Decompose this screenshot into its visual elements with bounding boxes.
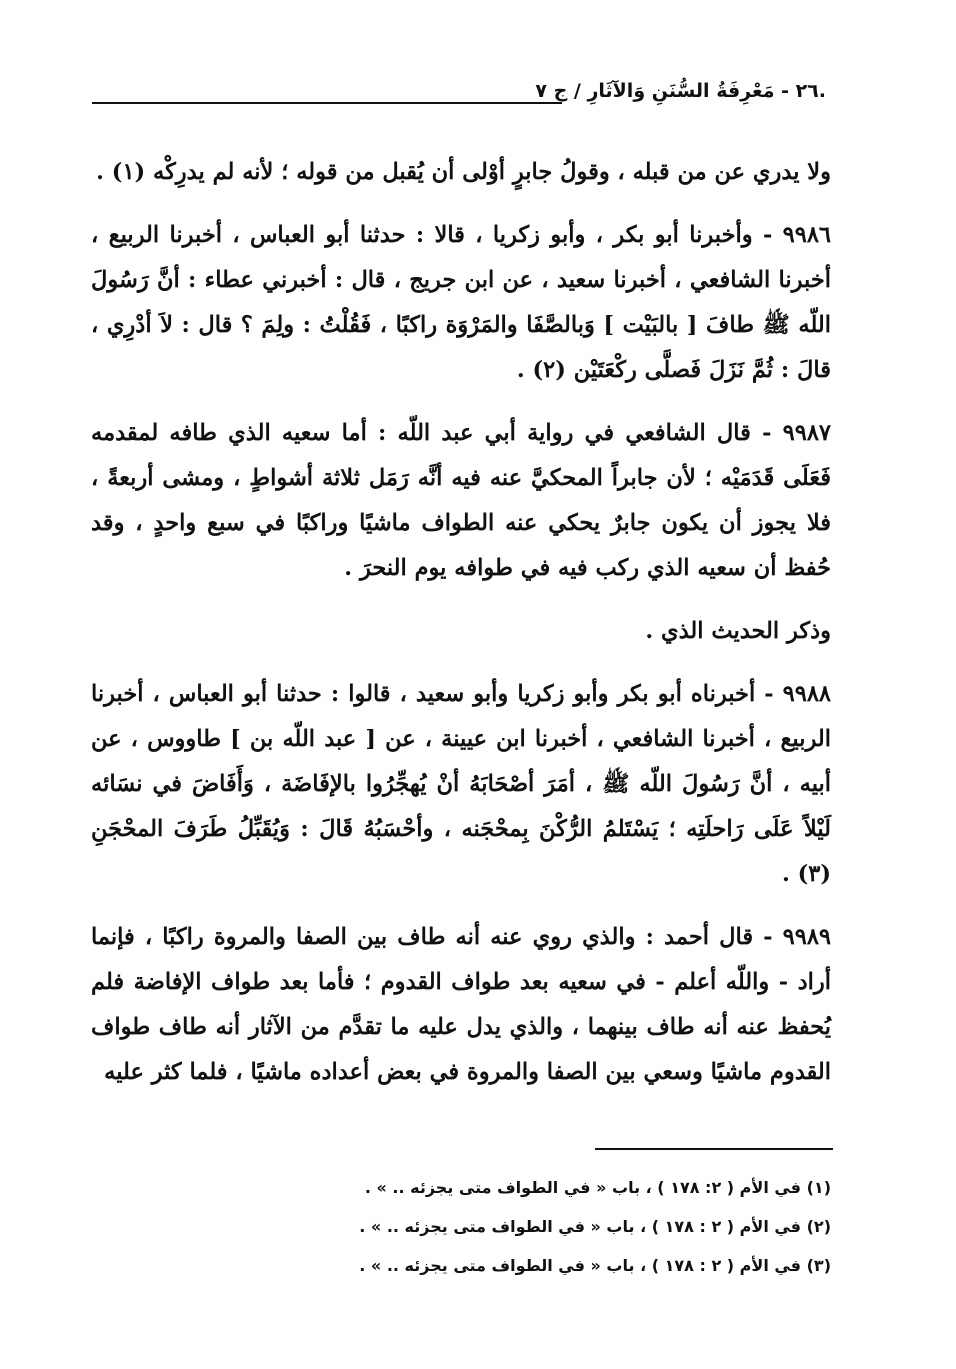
hadith-paragraph — [91, 672, 831, 897]
hadith-paragraph — [91, 213, 831, 393]
paragraph-text: وذكر الحديث الذي . — [645, 618, 831, 644]
running-header: .٢٦ - مَعْرِفَةُ السُّنَنِ وَالآثَارِ / ج ٧ — [535, 80, 826, 102]
paragraph-text: - قال أحمد : والذي روي عنه أنه طاف بين الصفا والمروة راكبًا ، فإنما أراد - واللّه أعلم - في سعيه بعد طواف القدوم ؛ فأما بعد طواف الإفاضة فلم يُحفظ عنه أنه طاف بينهما ، والذي يدل عليه ما تقدَّم من الآثار أنه طاف طواف القدوم ماشيًا وسعي بين الصفا والمروة في بعض أعداده ماشيًا ، فلما كثر عليه — [91, 924, 831, 1085]
paragraph-continuation — [91, 150, 831, 195]
hadith-number: ٩٩٨٧ — [782, 420, 831, 446]
main-text — [91, 150, 831, 1113]
footnote-3: (٣) في الأم ( ٢ : ١٧٨ ) ، باب « في الطواف متى يجزئه .. » . — [359, 1256, 831, 1275]
hadith-number: ٩٩٨٦ — [782, 222, 831, 248]
header-rule — [92, 102, 562, 104]
footnote-1: (١) في الأم ( ٢: ١٧٨ ) ، باب « في الطواف متى يجزئه .. » . — [364, 1178, 831, 1197]
footnote-2: (٢) في الأم ( ٢ : ١٧٨ ) ، باب « في الطواف متى يجزئه .. » . — [359, 1217, 831, 1236]
paragraph-text: - قال الشافعي في رواية أبي عبد اللّه : أما سعيه الذي طافه لمقدمه فَعَلَى قَدَمَيْه ؛ لأن جابراً المحكيَّ عنه فيه أنَّه رَمَل ثلاثة أشواطٍ ، ومشى أربعةً ، فلا يجوز أن يكون جابرٌ يحكي عنه الطواف ماشيًا وراكبًا في سبع واحدٍ ، وقد حُفظ أن سعيه الذي ركب فيه في طوافه يوم النحرَ . — [91, 420, 831, 581]
footnote-rule — [595, 1148, 833, 1150]
footnotes — [131, 1168, 831, 1285]
paragraph-text: - أخبرناه أبو بكر وأبو زكريا وأبو سعيد ، قالوا : حدثنا أبو العباس ، أخبرنا الربيع ، أخبرنا الشافعي ، أخبرنا ابن عيينة ، عن [ عبد اللّه بن ] طاووس ، عن أبيه ، أنَّ رَسُولَ اللّه ﷺ ، أمَرَ أصْحَابَهُ أنْ يُهجِّرُوا بالإفَاضَة ، وَأَفَاضَ في نسَائه لَيْلاً عَلَى رَاحلَتِه ؛ يَسْتَلمُ الرُّكْنَ بِمحْجَنه ، وأحْسَبُهُ قَالَ : وَيُقَبِّلُ طَرَفَ المحْجَنِ (٣) . — [91, 681, 831, 887]
hadith-paragraph — [91, 915, 831, 1095]
paragraph-text: ولا يدري عن من قبله ، وقولُ جابرٍ أوْلى أن يُقبل من قوله ؛ لأنه لم يدرِكْه (١) . — [96, 159, 831, 185]
hadith-number: ٩٩٨٩ — [782, 924, 831, 950]
paragraph-text: - وأخبرنا أبو بكر ، وأبو زكريا ، قالا : حدثنا أبو العباس ، أخبرنا الربيع ، أخبرنا الشافعي ، أخبرنا سعيد ، عن ابن جريج ، قال : أخبرني عطاء : أنَّ رَسُولَ اللّه ﷺ طافَ [ بالبَيْت ] وَبالصَّفَا والمَرْوَة راكبًا ، فَقُلْتُ : ولِمَ ؟ قال : لاَ أدْرِي ، قالَ : ثُمَّ نَزَلَ فَصلَّى ركْعَتَيْن (٢) . — [91, 222, 831, 383]
hadith-number: ٩٩٨٨ — [782, 681, 831, 707]
paragraph-short — [91, 609, 831, 654]
hadith-paragraph — [91, 411, 831, 591]
